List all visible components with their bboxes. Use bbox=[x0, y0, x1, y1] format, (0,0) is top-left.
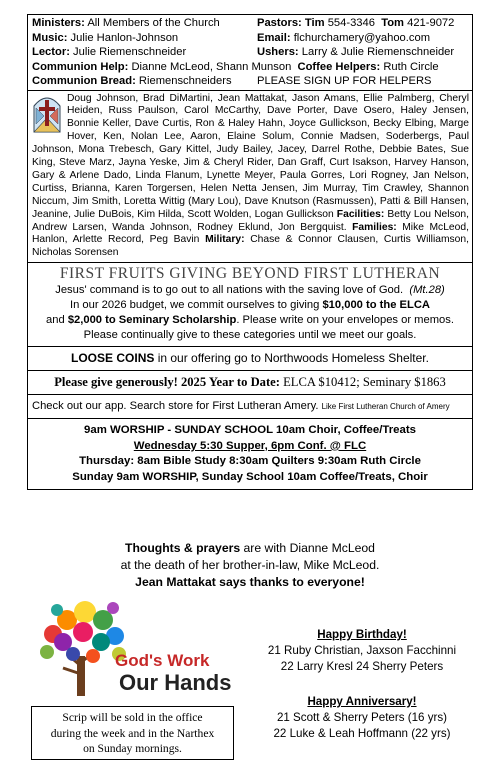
ministers-label: Ministers: bbox=[32, 17, 85, 29]
giving-totals: ELCA $10412; Seminary $1863 bbox=[283, 375, 446, 390]
scrip-line-3: on Sunday mornings. bbox=[83, 742, 182, 755]
lector-value: Julie Riemenschneider bbox=[73, 46, 187, 58]
lector-label: Lector: bbox=[32, 46, 70, 58]
anniversary-title: Happy Anniversary! bbox=[307, 695, 417, 708]
first-fruits-line-1-text: Jesus' command is to go out to all nations with the saving love of God. bbox=[55, 284, 404, 297]
thoughts-line-3: Jean Mattakat says thanks to everyone! bbox=[135, 575, 365, 589]
schedule-line-3: Thursday: 8am Bible Study 8:30am Quilters 9:30am Ruth Circle bbox=[79, 455, 421, 468]
first-fruits-line-2 bbox=[32, 298, 468, 313]
communion-bread-label: Communion Bread: bbox=[32, 75, 136, 87]
schedule-line-2: Wednesday 5:30 Supper, 6pm Conf. @ FLC bbox=[133, 439, 367, 452]
pastor2-name: Tom bbox=[381, 17, 404, 29]
logo-line-1: God's Work bbox=[115, 651, 210, 670]
birthday-line-2: 22 Larry Kresl 24 Sherry Peters bbox=[280, 660, 444, 673]
music-label: Music: bbox=[32, 31, 68, 44]
loose-coins-section bbox=[28, 347, 472, 371]
giving-label: Please give generously! 2025 Year to Date: bbox=[54, 375, 280, 390]
email-label: Email: bbox=[257, 31, 291, 44]
loose-coins-label: LOOSE COINS bbox=[71, 351, 155, 366]
ministers-value: All Members of the Church bbox=[87, 17, 220, 29]
anniversary-block bbox=[252, 694, 472, 742]
military-value: Chase & Connor Clausen, Curtis Williamson, Nicholas Sorensen bbox=[32, 234, 469, 259]
first-fruits-title: FIRST FRUITS GIVING BEYOND FIRST LUTHERAN bbox=[59, 265, 441, 283]
app-facebook-note: Like First Lutheran Church of Amery bbox=[321, 402, 450, 412]
music-value: Julie Hanlon-Johnson bbox=[70, 31, 179, 44]
birthday-title: Happy Birthday! bbox=[317, 628, 407, 641]
thoughts-line-1-text: are with Dianne McLeod bbox=[243, 541, 375, 555]
ushers-label: Ushers: bbox=[257, 46, 299, 58]
first-fruits-line-1 bbox=[32, 283, 468, 298]
stained-glass-cross-icon bbox=[32, 94, 62, 134]
communion-help-value: Dianne McLeod, Shann Munson bbox=[131, 60, 292, 73]
seminary-amount: $2,000 to Seminary Scholarship bbox=[67, 314, 237, 327]
staff-row-3 bbox=[32, 45, 468, 60]
facilities-value: Betty Lou Nelson, Andrew Larsen, Wanda Johnson, Rodney Eklund, Jon Bergquist. bbox=[32, 208, 469, 233]
first-fruits-line-2-text: In our 2026 budget, we commit ourselves to giving bbox=[69, 299, 320, 312]
staff-row-4 bbox=[32, 60, 468, 75]
anniversary-line-1: 21 Scott & Sherry Peters (16 yrs) bbox=[276, 711, 448, 724]
staff-row-5 bbox=[32, 74, 468, 89]
coffee-helpers-value: Ruth Circle bbox=[383, 60, 439, 73]
elca-amount: $10,000 to the ELCA bbox=[322, 299, 431, 312]
pastor2-phone: 421-9072 bbox=[407, 17, 455, 29]
thoughts-block bbox=[0, 540, 500, 591]
schedule-line-1: 9am WORSHIP - SUNDAY SCHOOL 10am Choir, Coffee/Treats bbox=[84, 424, 416, 437]
logo-line-2: Our Hands bbox=[119, 670, 232, 695]
first-fruits-line-3 bbox=[32, 313, 468, 328]
military-label: Military: bbox=[205, 234, 245, 246]
facilities-label: Facilities: bbox=[336, 208, 385, 220]
scrip-notice bbox=[31, 706, 234, 760]
pastors-label: Pastors: bbox=[257, 17, 302, 29]
ushers-value: Larry & Julie Riemenschneider bbox=[301, 46, 455, 58]
families-label: Families: bbox=[352, 221, 397, 233]
anniversary-line-2: 22 Luke & Leah Hoffmann (22 yrs) bbox=[273, 727, 451, 740]
pastor1-name: Tim bbox=[304, 17, 325, 29]
giving-section bbox=[28, 371, 472, 395]
first-fruits-line-3-pre: and bbox=[46, 314, 65, 327]
first-fruits-section bbox=[28, 263, 472, 347]
hand-tree-icon bbox=[40, 601, 126, 696]
birthday-line-1: 21 Ruby Christian, Jaxson Facchinni bbox=[267, 644, 457, 657]
coffee-helpers-label: Coffee Helpers: bbox=[297, 60, 381, 73]
staff-row-1 bbox=[32, 16, 468, 31]
signup-notice: PLEASE SIGN UP FOR HELPERS bbox=[257, 75, 432, 87]
thoughts-label: Thoughts & prayers bbox=[125, 541, 241, 555]
pastor1-phone: 554-3346 bbox=[327, 17, 375, 29]
staff-section bbox=[28, 15, 472, 91]
birthday-block bbox=[252, 627, 472, 675]
first-fruits-line-3-post: . Please write on your envelopes or memos. bbox=[236, 314, 454, 327]
families-value: Mike McLeod, Hanlon, Arlette Record, Peg Bavin bbox=[32, 221, 469, 246]
prayer-list-section bbox=[28, 91, 472, 264]
bulletin-frame bbox=[27, 14, 473, 490]
staff-row-2 bbox=[32, 31, 468, 46]
scrip-line-2: during the week and in the Narthex bbox=[50, 726, 215, 740]
prayer-names: Doug Johnson, Brad DiMartini, Jean Mattakat, Jason Amans, Ellie Palmberg, Cheryl Heiden, Russ Paulson, Carol McCarthy, Dave Porter, Dave Osero, Haley Jensen, Bonnie Keller, Dave Curtis, Ron & Haley Hahn, Joyce Gullickson, Becky Elbing, Marge Hover, Ken, Nolan Lee, Aaron, Elaine Solum, Connie Madsen, Soderbergs, Paul Johnson, Mona Trebesch, Gary Kittel, Judy Bailey, Jacey, Darrel Rothe, Debbie Bates, Sue King, Steve Marz, Jayna Yeske, Jim & Cheryl Rider, Dan Graff, Curt Isakson, Harvey Hanson, Gary & Arlene Dado, Linda Flanum, Lynette Meyer, Paula Gorres, Lori Rogney, Jan Nelson, Curtiss, Brianna, Karen Torgersen, Helen Netta Jensen, Jim Murray, Tim Crawley, Shannon Niccum, Jim Smith, Loretta Wittig (Mary Lou), Dave Knutson (Rasmussen), Patti & Bill Hansen, Jeanine, Julie DuBois, Kim Hilda, Scott Wolden, Logan Gullickson bbox=[32, 92, 469, 220]
scrip-line-1: Scrip will be sold in the office bbox=[62, 711, 203, 724]
app-section bbox=[28, 395, 472, 419]
thoughts-line-1 bbox=[0, 540, 500, 557]
app-text: Check out our app. Search store for First Lutheran Amery. bbox=[32, 400, 319, 413]
schedule-section bbox=[28, 419, 472, 489]
scripture-reference: (Mt.28) bbox=[409, 284, 445, 297]
communion-bread-value: Riemenschneiders bbox=[138, 75, 232, 87]
communion-help-label: Communion Help: bbox=[32, 60, 129, 73]
loose-coins-text: in our offering go to Northwoods Homeless Shelter. bbox=[157, 351, 429, 366]
thoughts-line-2: at the death of her brother-in-law, Mike McLeod. bbox=[120, 558, 380, 572]
email-value: flchurchamery@yahoo.com bbox=[293, 31, 431, 44]
gods-work-our-hands-logo bbox=[33, 594, 233, 698]
schedule-line-4: Sunday 9am WORSHIP, Sunday School 10am Coffee/Treats, Choir bbox=[72, 470, 428, 483]
first-fruits-line-4: Please continually give to these categories until we meet our goals. bbox=[83, 329, 417, 342]
